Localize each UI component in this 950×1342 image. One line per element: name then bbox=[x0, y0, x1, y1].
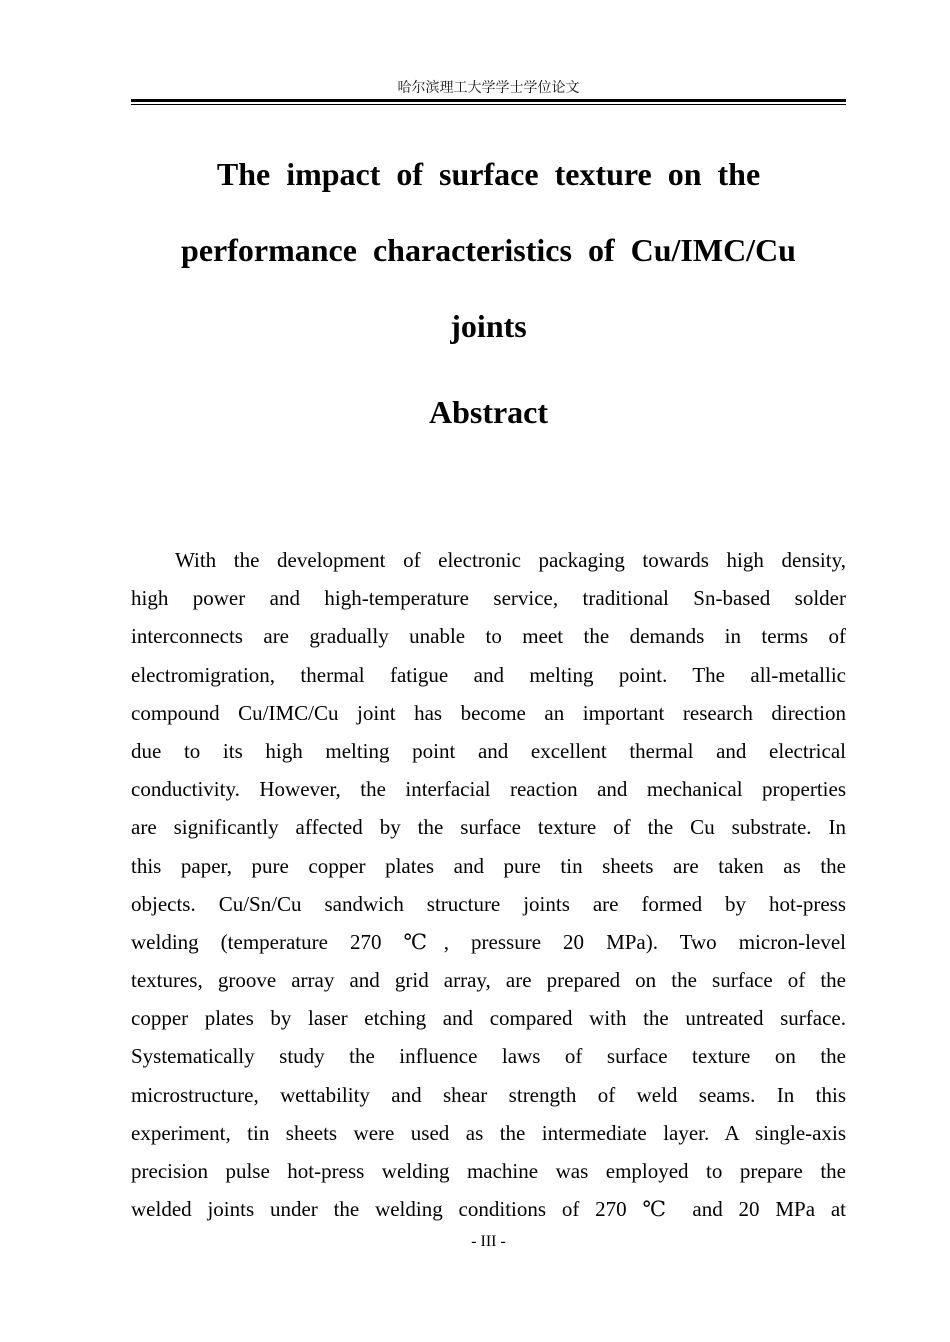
abstract-line: interconnects are gradually unable to meet the demands in terms of bbox=[131, 624, 846, 649]
abstract-line: precision pulse hot-press welding machine was employed to prepare the bbox=[131, 1159, 846, 1183]
title-line-1: The impact of surface texture on the bbox=[216, 156, 761, 192]
abstract-line: this paper, pure copper plates and pure tin sheets are taken as the bbox=[131, 853, 846, 878]
abstract-line: electromigration, thermal fatigue and melting point. The all-metallic bbox=[131, 662, 846, 687]
abstract-body bbox=[131, 541, 846, 1228]
abstract-line: due to its high melting point and excellent thermal and electrical bbox=[131, 738, 846, 763]
title-line-2: performance characteristics of Cu/IMC/Cu bbox=[181, 232, 796, 268]
header-rule-thin bbox=[131, 104, 846, 105]
abstract-line: Systematically study the influence laws of surface texture on the bbox=[131, 1044, 846, 1069]
header-rule-thick bbox=[131, 99, 846, 102]
abstract-line: objects. Cu/Sn/Cu sandwich structure joints are formed by hot-press bbox=[131, 891, 846, 916]
abstract-line: welding (temperature 270 ℃, pressure 20 MPa). Two micron-level bbox=[131, 929, 846, 954]
abstract-line: high power and high-temperature service, traditional Sn-based solder bbox=[131, 586, 846, 611]
running-header: 哈尔滨理工大学学士学位论文 bbox=[397, 80, 580, 96]
abstract-line: experiment, tin sheets were used as the intermediate layer. A single-axis bbox=[131, 1120, 846, 1145]
abstract-line: compound Cu/IMC/Cu joint has become an important research direction bbox=[131, 700, 846, 725]
page-number: - III - bbox=[471, 1233, 506, 1250]
abstract-line: microstructure, wettability and shear strength of weld seams. In this bbox=[131, 1082, 846, 1107]
title-line-3: joints bbox=[450, 308, 527, 344]
abstract-line: are significantly affected by the surface texture of the Cu substrate. In bbox=[131, 815, 846, 840]
paper-title bbox=[131, 136, 846, 364]
abstract-line: conductivity. However, the interfacial reaction and mechanical properties bbox=[131, 777, 846, 802]
abstract-heading: Abstract bbox=[428, 394, 549, 430]
abstract-line: copper plates by laser etching and compared with the untreated surface. bbox=[131, 1006, 846, 1031]
abstract-line: textures, groove array and grid array, are prepared on the surface of the bbox=[131, 968, 846, 993]
abstract-line: With the development of electronic packaging towards high density, bbox=[175, 548, 846, 572]
abstract-line: welded joints under the welding conditions of 270 ℃ and 20 MPa at bbox=[131, 1197, 846, 1222]
